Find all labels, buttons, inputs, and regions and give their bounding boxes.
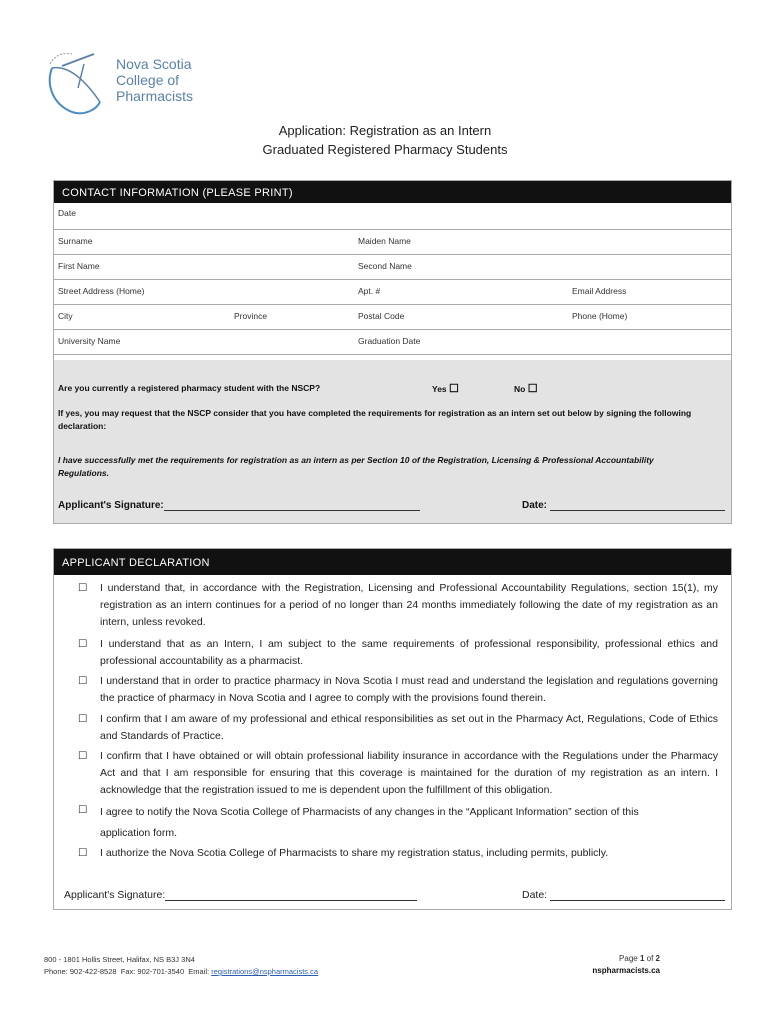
checkbox-icon[interactable]: ☐ xyxy=(78,713,88,725)
surname-label: Surname xyxy=(58,236,93,246)
first-name-label: First Name xyxy=(58,261,100,271)
college-name-line3: Pharmacists xyxy=(116,88,194,104)
city-row[interactable] xyxy=(54,305,731,330)
yes-checkbox[interactable]: ☐ xyxy=(449,383,459,395)
signature-line[interactable] xyxy=(164,500,420,511)
footer-fax: Fax: 902-701-3540 xyxy=(120,967,185,976)
footer-address: 800 - 1801 Hollis Street, Halifax, NS B3J 3N4 xyxy=(44,955,195,964)
page-prefix: Page xyxy=(619,954,638,963)
final-signature-label: Applicant's Signature: xyxy=(64,889,166,901)
university-row[interactable] xyxy=(54,330,731,355)
date-row[interactable] xyxy=(54,203,731,230)
applicant-declaration-heading: APPLICANT DECLARATION xyxy=(54,549,731,575)
form-title: Application: Registration as an Intern xyxy=(278,123,492,138)
college-name xyxy=(116,56,193,104)
declaration-item-text: I understand that in order to practice pharmacy in Nova Scotia I must read and understand the legislation and regulations governing the practice of pharmacy in Nova Scotia and I agree to comply with the provisions found therein. xyxy=(100,675,718,704)
checkbox-icon[interactable]: ☐ xyxy=(78,582,88,594)
apt-label: Apt. # xyxy=(358,286,381,296)
first-name-row[interactable] xyxy=(54,255,731,280)
college-name-line1: Nova Scotia xyxy=(116,56,192,72)
final-date-line[interactable] xyxy=(550,890,725,901)
declaration-date-label: Date: xyxy=(522,500,548,511)
declaration-item[interactable] xyxy=(78,711,718,745)
province-label: Province xyxy=(234,311,268,321)
page-total: 2 xyxy=(655,954,660,963)
graduation-date-label: Graduation Date xyxy=(358,336,421,346)
final-date-label: Date: xyxy=(522,889,548,901)
address-row[interactable] xyxy=(54,280,731,305)
final-signature-field[interactable] xyxy=(64,889,417,901)
declaration-item-text: I understand that as an Intern, I am subject to the same requirements of professional responsibility, professional ethics and professional accountability as a pharmacist. xyxy=(100,638,718,667)
nscp-question: Are you currently a registered pharmacy student with the NSCP? xyxy=(58,383,321,393)
applicant-signature-field[interactable] xyxy=(58,500,420,511)
declaration-date-field[interactable] xyxy=(522,500,725,511)
declaration-item[interactable] xyxy=(78,673,718,707)
declaration-item-text: I authorize the Nova Scotia College of Pharmacists to share my registration status, including permits, publicly. xyxy=(100,847,609,859)
applicant-signature-label: Applicant's Signature: xyxy=(58,500,164,511)
applicant-declaration-section xyxy=(53,548,732,910)
college-logo xyxy=(44,46,204,118)
declaration-item[interactable] xyxy=(78,636,718,670)
page-of: of xyxy=(646,954,654,963)
nscp-declaration-panel xyxy=(54,360,731,523)
declaration-item-text: I confirm that I have obtained or will obtain professional liability insurance in accordance with the Regulations under the Pharmacy Act and that I am responsible for ensuring that this coverage is maintained for the duration of my registration as an intern. I acknowledge that the registration issued to me is dependent upon the fulfillment of this obligation. xyxy=(100,750,718,796)
phone-label: Phone (Home) xyxy=(572,311,628,321)
intern-requirements-declaration: I have successfully met the requirements for registration as an intern as per Section 10 of the Registration, Licensing & Professional Accountability Regulations. xyxy=(58,455,654,478)
declaration-item[interactable] xyxy=(78,748,718,799)
declaration-item-text: I understand that, in accordance with the Registration, Licensing and Professional Accountability Regulations, section 15(1), my registration as an intern continues for a period of no longer than 24 months immediately following the date of my registration as an intern, unless revoked. xyxy=(100,582,718,628)
if-yes-instructions: If yes, you may request that the NSCP consider that you have completed the requirements for registration as an intern set out below by signing the following declaration: xyxy=(58,408,692,431)
date-line[interactable] xyxy=(550,500,725,511)
checkbox-icon[interactable]: ☐ xyxy=(78,847,88,859)
email-address-label: Email Address xyxy=(572,286,627,296)
footer-website[interactable]: nspharmacists.ca xyxy=(592,966,660,975)
college-name-line2: College of xyxy=(116,72,180,88)
declaration-item-text: I agree to notify the Nova Scotia College of Pharmacists of any changes in the “Applicant Information” section of this application form. xyxy=(100,806,639,839)
form-subtitle: Graduated Registered Pharmacy Students xyxy=(262,142,508,157)
second-name-label: Second Name xyxy=(358,261,412,271)
final-signature-line[interactable] xyxy=(165,890,417,901)
footer-contact xyxy=(44,967,318,976)
declaration-item[interactable] xyxy=(78,802,718,844)
checkbox-icon[interactable]: ☐ xyxy=(78,750,88,762)
city-label: City xyxy=(58,311,73,321)
page-number xyxy=(600,954,660,963)
no-checkbox[interactable]: ☐ xyxy=(527,383,538,395)
checkbox-icon[interactable]: ☐ xyxy=(78,675,88,687)
footer-email-link[interactable]: registrations@nspharmacists.ca xyxy=(211,967,319,976)
no-label: No xyxy=(514,384,526,394)
page-current: 1 xyxy=(639,954,645,963)
mortar-pestle-logo-icon xyxy=(44,46,114,118)
footer-phone: Phone: 902-422-8528 xyxy=(44,967,117,976)
declaration-item[interactable] xyxy=(78,580,718,631)
yes-label: Yes xyxy=(432,384,447,394)
surname-row[interactable] xyxy=(54,230,731,255)
final-date-field[interactable] xyxy=(522,889,725,901)
declaration-item-text: I confirm that I am aware of my professional and ethical responsibilities as set out in the Pharmacy Act, Regulations, Code of Ethics and Standards of Practice. xyxy=(100,713,718,742)
checkbox-icon[interactable]: ☐ xyxy=(78,804,88,816)
date-label: Date xyxy=(58,208,76,218)
contact-section-heading: CONTACT INFORMATION (PLEASE PRINT) xyxy=(54,181,731,203)
yes-option[interactable] xyxy=(432,382,459,395)
postal-code-label: Postal Code xyxy=(358,311,405,321)
street-address-label: Street Address (Home) xyxy=(58,286,145,296)
contact-information-section xyxy=(53,180,732,524)
no-option[interactable] xyxy=(514,382,538,395)
university-name-label: University Name xyxy=(58,336,121,346)
maiden-name-label: Maiden Name xyxy=(358,236,411,246)
checkbox-icon[interactable]: ☐ xyxy=(78,638,88,650)
declaration-item[interactable] xyxy=(78,845,718,862)
footer-email-label: Email: xyxy=(188,967,210,976)
